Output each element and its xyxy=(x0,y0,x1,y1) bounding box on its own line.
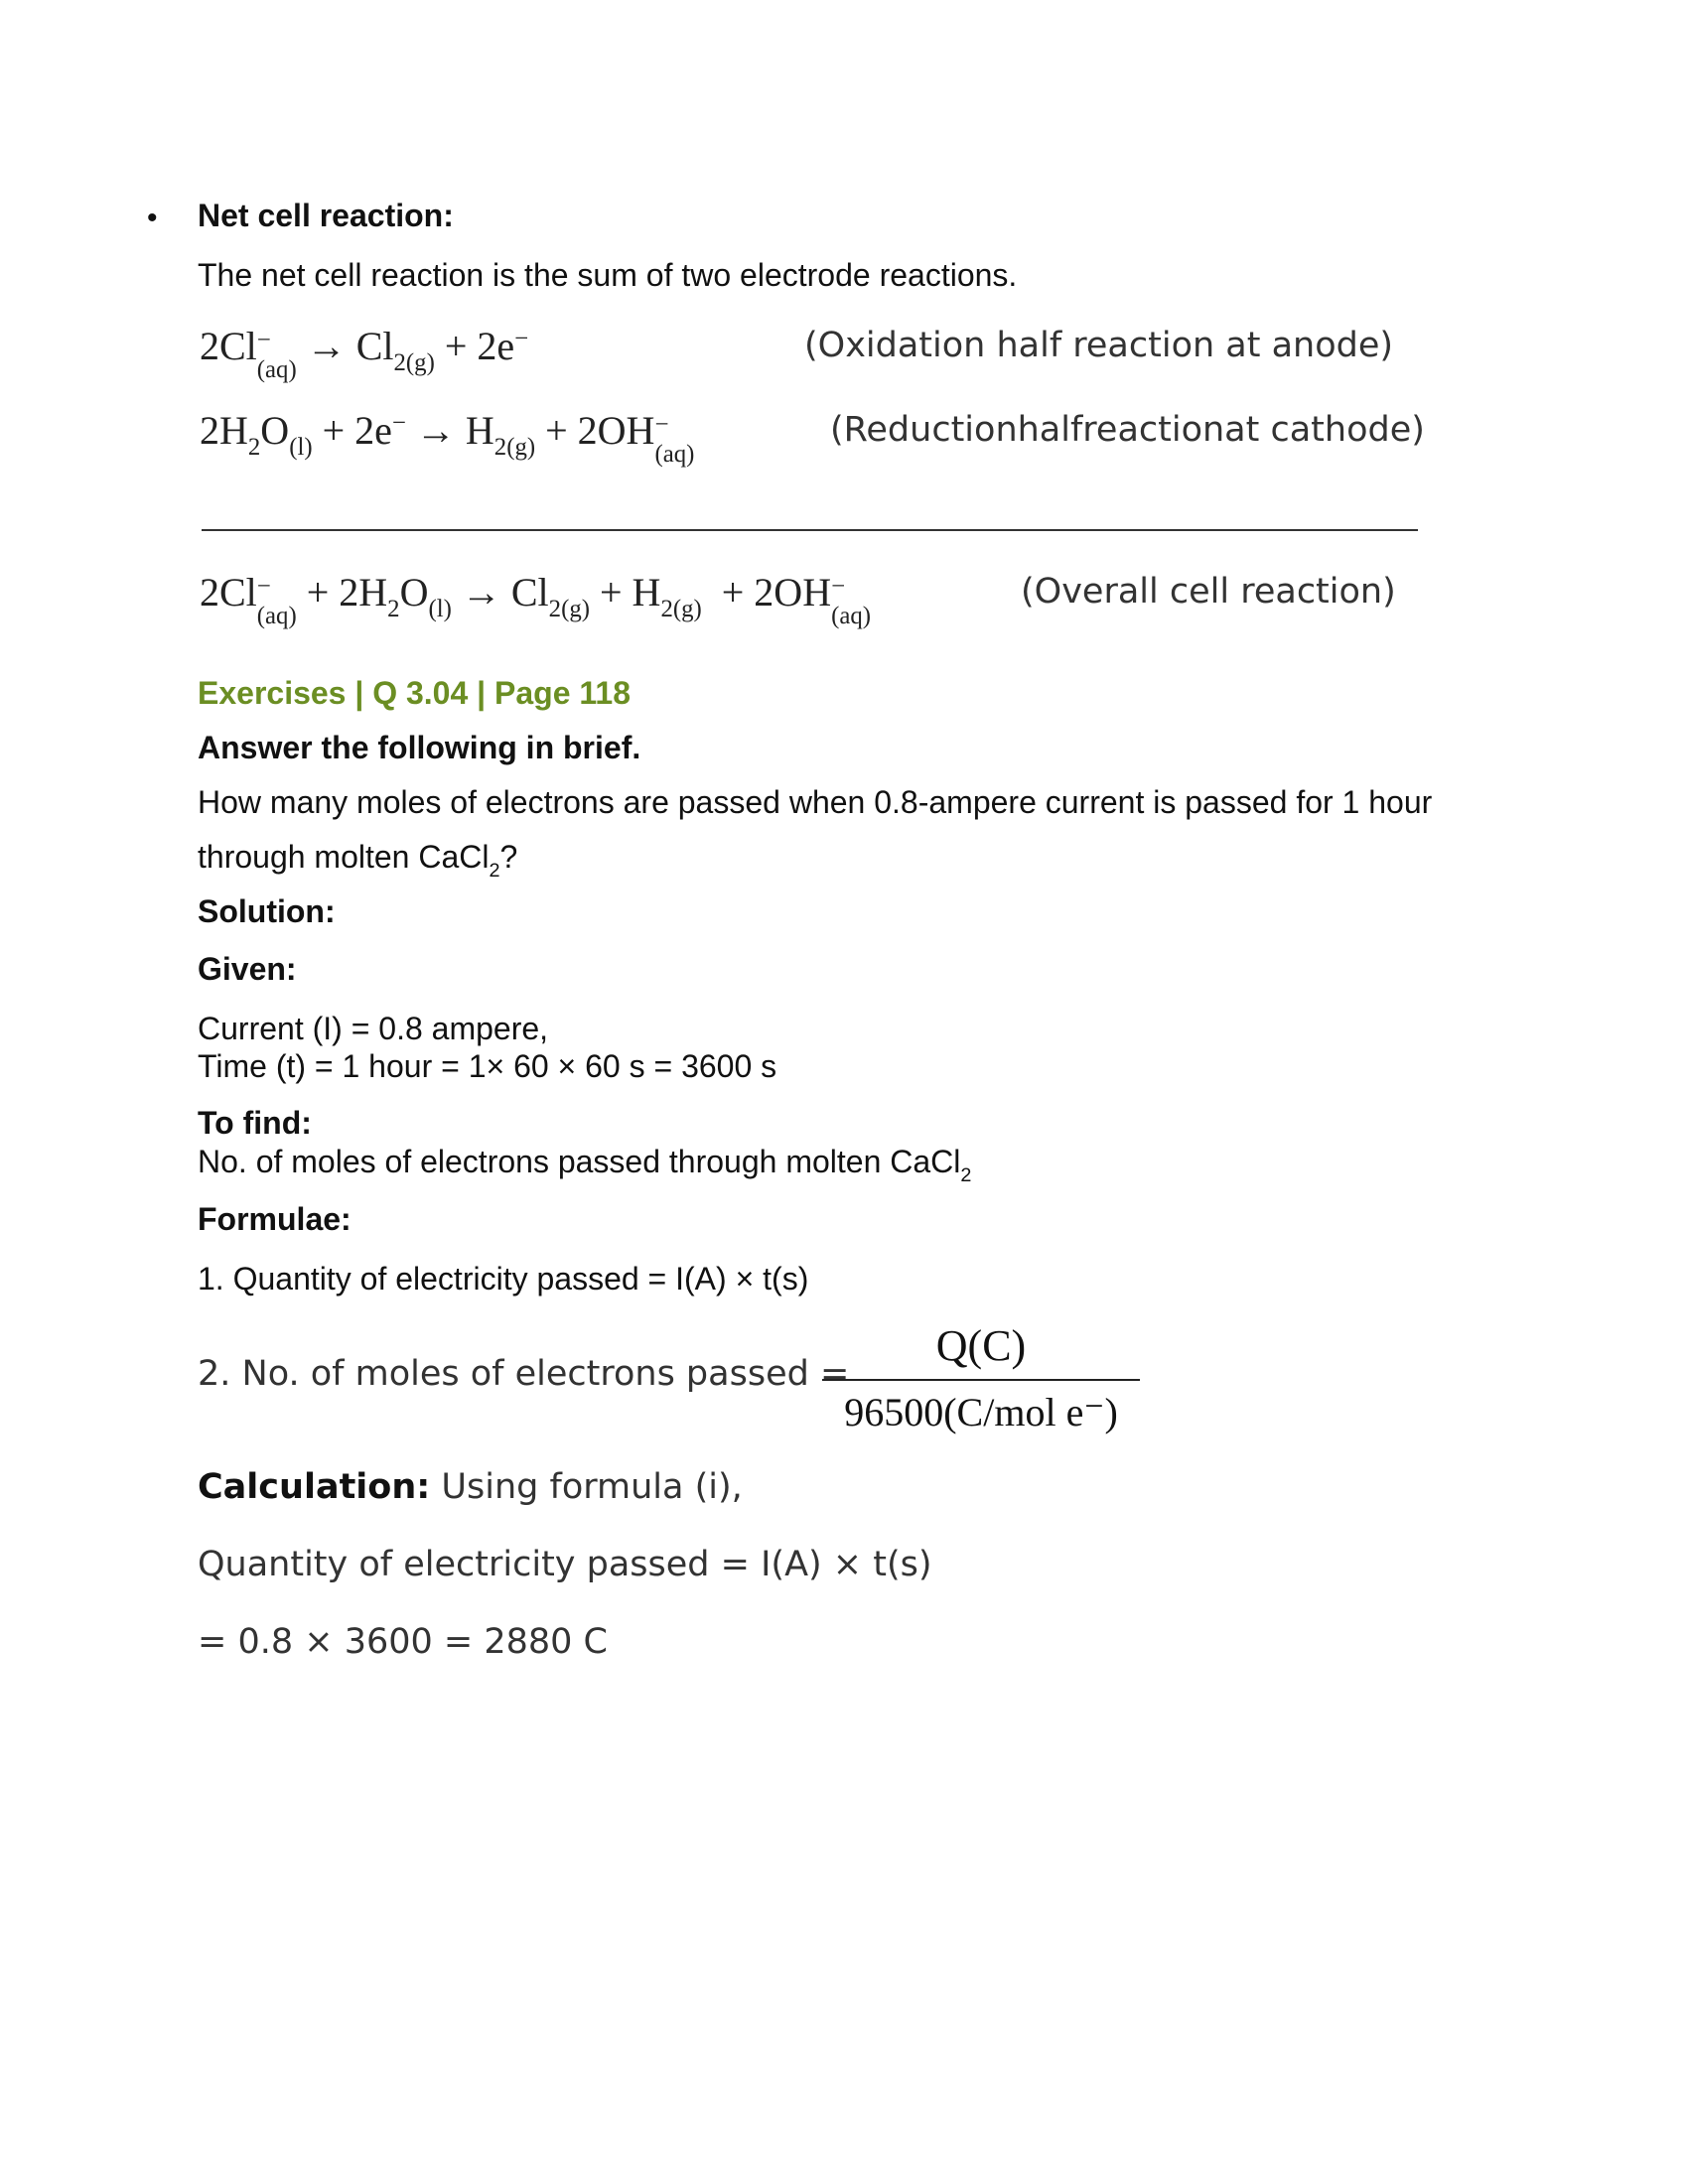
formulae-heading: Formulae: xyxy=(198,1201,352,1237)
exercise-reference: Exercises | Q 3.04 | Page 118 xyxy=(198,675,631,711)
solution-heading: Solution: xyxy=(198,893,336,929)
oxidation-note: (Oxidation half reaction at anode) xyxy=(804,326,1394,365)
to-find-text: No. of moles of electrons passed through molten CaCl$_2$ xyxy=(198,1144,972,1186)
given-current: Current (I) = 0.8 ampere, xyxy=(198,1011,549,1046)
instruction: Answer the following in brief. xyxy=(198,730,641,765)
to-find-heading: To find: xyxy=(198,1105,312,1141)
overall-note: (Overall cell reaction) xyxy=(1021,572,1396,612)
calculation-step-1: Quantity of electricity passed = I(A) × t(s) xyxy=(198,1545,932,1584)
question-line-2: through molten CaCl$_2$? xyxy=(198,839,518,882)
given-heading: Given: xyxy=(198,951,297,987)
net-cell-reaction-intro: The net cell reaction is the sum of two electrode reactions. xyxy=(198,257,1018,293)
given-time: Time (t) = 1 hour = 1× 60 × 60 s = 3600 s xyxy=(198,1048,777,1084)
formula-1: 1. Quantity of electricity passed = I(A) × t(s) xyxy=(198,1261,809,1297)
bullet: • xyxy=(147,202,158,234)
question-line-1: How many moles of electrons are passed when 0.8-ampere current is passed for 1 hour xyxy=(198,784,1433,820)
oxidation-equation: 2Cl − $(aq) \to Cl_{2(g)} + 2e^-$ xyxy=(200,324,529,383)
net-cell-reaction-heading: Net cell reaction: xyxy=(198,198,454,233)
calculation-line xyxy=(198,1467,743,1507)
formula-2-label: 2. No. of moles of electrons passed = xyxy=(198,1354,850,1394)
fraction-denominator: 96500(C/mol e⁻) xyxy=(844,1390,1118,1434)
calculation-step-2: = 0.8 × 3600 = 2880 C xyxy=(198,1622,608,1662)
fraction-bar xyxy=(822,1379,1140,1381)
calculation-intro: Using formula (i), xyxy=(430,1467,743,1507)
formula-2-fraction xyxy=(822,1320,1140,1435)
reaction-sum-rule xyxy=(202,529,1418,531)
reduction-note: (Reductionhalfreactionat cathode) xyxy=(830,410,1425,450)
fraction-numerator: Q(C) xyxy=(935,1321,1027,1370)
reduction-equation: $2H_2O_{(l)} + 2e^- \to H_{2(g)} + 2OH$ − (aq) xyxy=(200,408,695,468)
calculation-heading: Calculation: xyxy=(198,1467,431,1507)
overall-equation: 2Cl − $(aq) + 2H_2O_{(l)} \to Cl_{2(g)} + H_{2(g)} + 2OH$ − (aq) xyxy=(200,570,872,629)
